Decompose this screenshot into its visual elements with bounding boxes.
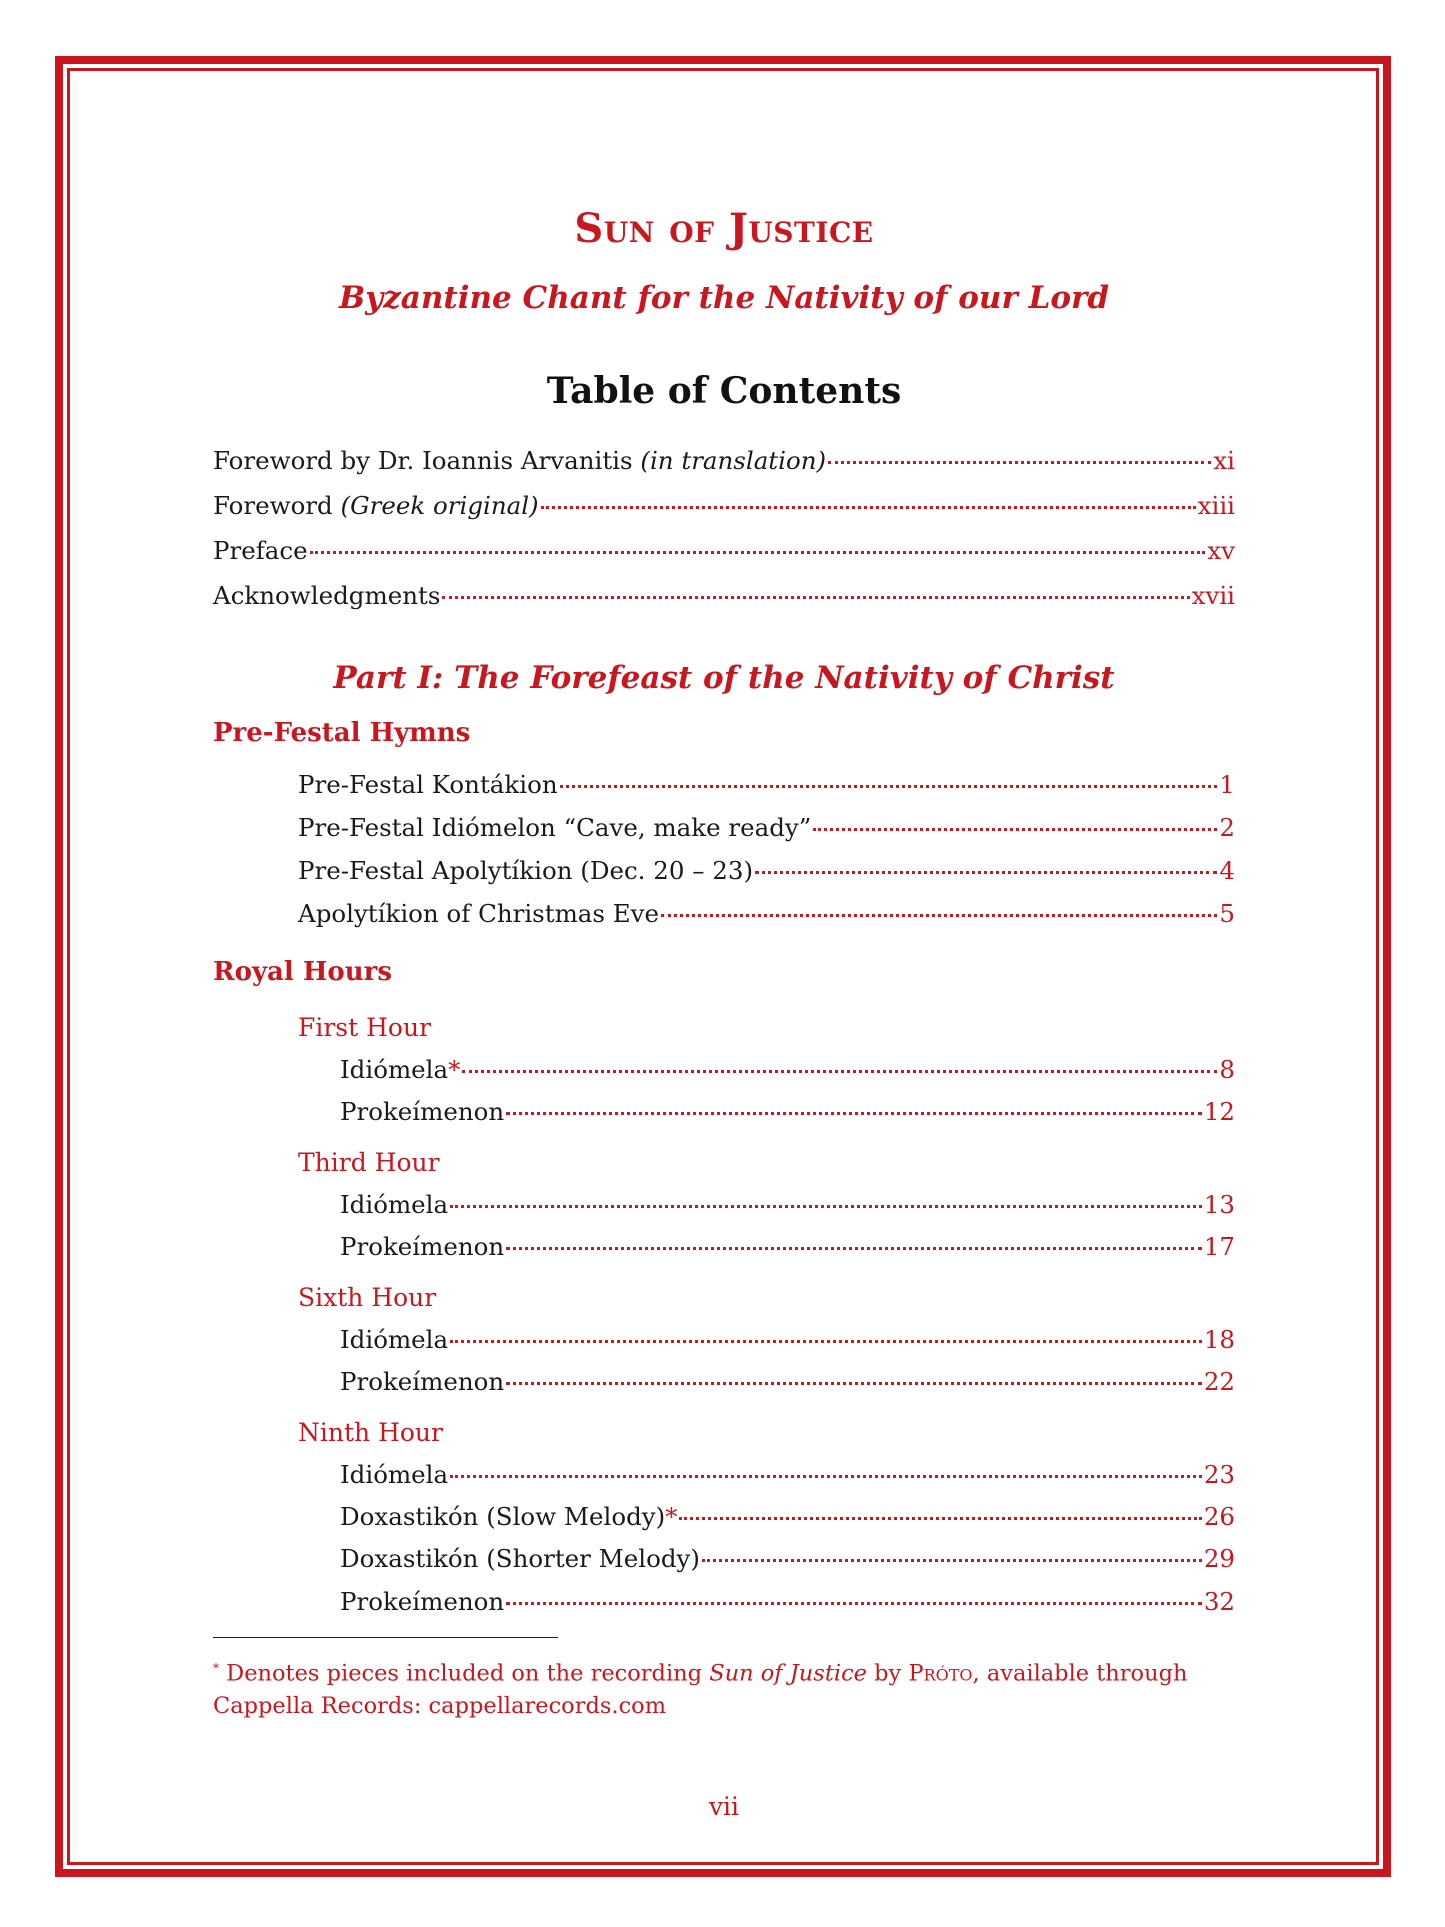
dot-leader — [755, 871, 1217, 874]
entry-label: Doxastikón (Shorter Melody) — [340, 1544, 700, 1573]
subheading-sixth-hour: Sixth Hour — [298, 1283, 437, 1312]
entry-page: 4 — [1219, 856, 1235, 885]
subheading-first-hour: First Hour — [298, 1013, 432, 1042]
entry-page: 1 — [1219, 770, 1235, 799]
footnote-rule — [213, 1637, 558, 1638]
dot-leader — [702, 1559, 1202, 1562]
dot-leader — [813, 828, 1217, 831]
entry-page: xi — [1213, 446, 1235, 475]
entry-page: 23 — [1203, 1460, 1235, 1489]
entry-label: Foreword — [213, 491, 333, 520]
book-subtitle: Byzantine Chant for the Nativity of our Lord — [338, 280, 1110, 316]
book-title: Sun of Justice — [574, 205, 874, 252]
footnote-text-before: Denotes pieces included on the recording — [226, 1660, 703, 1687]
dot-leader — [506, 1112, 1202, 1115]
dot-leader — [679, 1517, 1201, 1520]
section-heading-royal-hours: Royal Hours — [213, 957, 392, 987]
toc-entry-sixth-hour-idiomela[interactable] — [340, 1325, 1235, 1354]
part-heading: Part I: The Forefeast of the Nativity of Christ — [333, 660, 1115, 696]
dot-leader — [450, 1205, 1202, 1208]
dot-leader — [560, 785, 1218, 788]
toc-entry-christmas-eve-apolytikion[interactable] — [298, 899, 1235, 928]
toc-entry-first-hour-idiomela[interactable] — [340, 1055, 1235, 1084]
entry-label: Doxastikón (Slow Melody) — [340, 1502, 666, 1531]
entry-page: 12 — [1203, 1097, 1235, 1126]
entry-page: 18 — [1203, 1325, 1235, 1354]
entry-label: Apolytíkion of Christmas Eve — [298, 899, 660, 928]
section-heading-prefestal: Pre-Festal Hymns — [213, 718, 471, 748]
footnote-recording-title: Sun of Justice — [709, 1660, 867, 1687]
entry-note: (Greek original) — [340, 491, 539, 520]
entry-label: Preface — [213, 536, 308, 565]
entry-note: (in translation) — [640, 446, 827, 475]
entry-page: 22 — [1203, 1367, 1235, 1396]
footnote-artist: Próto — [908, 1660, 973, 1687]
entry-page: 2 — [1219, 813, 1235, 842]
toc-entry-third-hour-prokeimenon[interactable] — [340, 1232, 1235, 1261]
entry-label: Idiómela — [340, 1190, 449, 1219]
footnote-by: by — [874, 1660, 902, 1687]
toc-entry-ninth-hour-prokeimenon[interactable] — [340, 1587, 1235, 1616]
entry-label: Idiómela — [340, 1460, 449, 1489]
toc-entry-acknowledgments[interactable] — [213, 581, 1235, 610]
entry-label: Foreword by Dr. Ioannis Arvanitis — [213, 446, 633, 475]
entry-label: Pre-Festal Apolytíkion (Dec. 20 – 23) — [298, 856, 753, 885]
entry-label: Prokeímenon — [340, 1097, 505, 1126]
toc-entry-ninth-hour-idiomela[interactable] — [340, 1460, 1235, 1489]
entry-label: Prokeímenon — [340, 1587, 505, 1616]
footnote-text-after: , available through Cappella Records: cappellarecords.com — [213, 1660, 1188, 1719]
toc-entry-foreword-translation[interactable] — [213, 446, 1235, 475]
entry-label: Pre-Festal Kontákion — [298, 770, 558, 799]
page-content — [213, 0, 1235, 1927]
entry-page: 13 — [1203, 1190, 1235, 1219]
toc-entry-ninth-hour-doxastikon-slow[interactable] — [340, 1502, 1235, 1531]
dot-leader — [450, 1340, 1202, 1343]
dot-leader — [450, 1475, 1202, 1478]
entry-label: Idiómela — [340, 1325, 449, 1354]
toc-entry-prefestal-kontakion[interactable] — [298, 770, 1235, 799]
entry-label: Acknowledgments — [213, 581, 441, 610]
toc-entry-preface[interactable] — [213, 536, 1235, 565]
page-number: vii — [708, 1792, 740, 1821]
dot-leader — [541, 506, 1196, 509]
entry-page: 26 — [1203, 1502, 1235, 1531]
recording-asterisk: * — [665, 1502, 678, 1531]
footnote — [213, 1652, 1223, 1722]
toc-title: Table of Contents — [546, 370, 902, 412]
entry-label: Pre-Festal Idiómelon “Cave, make ready” — [298, 813, 812, 842]
toc-entry-ninth-hour-doxastikon-shorter[interactable] — [340, 1544, 1235, 1573]
entry-page: 29 — [1203, 1544, 1235, 1573]
footnote-marker: * — [213, 1661, 219, 1675]
subheading-third-hour: Third Hour — [298, 1148, 440, 1177]
dot-leader — [442, 596, 1189, 599]
entry-page: 32 — [1203, 1587, 1235, 1616]
recording-asterisk: * — [448, 1055, 461, 1084]
toc-entry-prefestal-idiomelon[interactable] — [298, 813, 1235, 842]
dot-leader — [828, 461, 1211, 464]
subheading-ninth-hour: Ninth Hour — [298, 1418, 443, 1447]
entry-label: Idiómela — [340, 1055, 449, 1084]
dot-leader — [310, 551, 1206, 554]
dot-leader — [506, 1247, 1202, 1250]
entry-page: xv — [1207, 536, 1235, 565]
toc-entry-prefestal-apolytikion[interactable] — [298, 856, 1235, 885]
entry-page: 5 — [1219, 899, 1235, 928]
entry-page: 8 — [1219, 1055, 1235, 1084]
toc-entry-foreword-greek[interactable] — [213, 491, 1235, 520]
entry-label: Prokeímenon — [340, 1232, 505, 1261]
dot-leader — [506, 1382, 1202, 1385]
entry-page: xvii — [1191, 581, 1235, 610]
toc-entry-third-hour-idiomela[interactable] — [340, 1190, 1235, 1219]
toc-entry-first-hour-prokeimenon[interactable] — [340, 1097, 1235, 1126]
entry-page: xiii — [1197, 491, 1235, 520]
entry-label: Prokeímenon — [340, 1367, 505, 1396]
entry-page: 17 — [1203, 1232, 1235, 1261]
dot-leader — [506, 1602, 1202, 1605]
dot-leader — [661, 914, 1217, 917]
dot-leader — [462, 1070, 1217, 1073]
toc-entry-sixth-hour-prokeimenon[interactable] — [340, 1367, 1235, 1396]
